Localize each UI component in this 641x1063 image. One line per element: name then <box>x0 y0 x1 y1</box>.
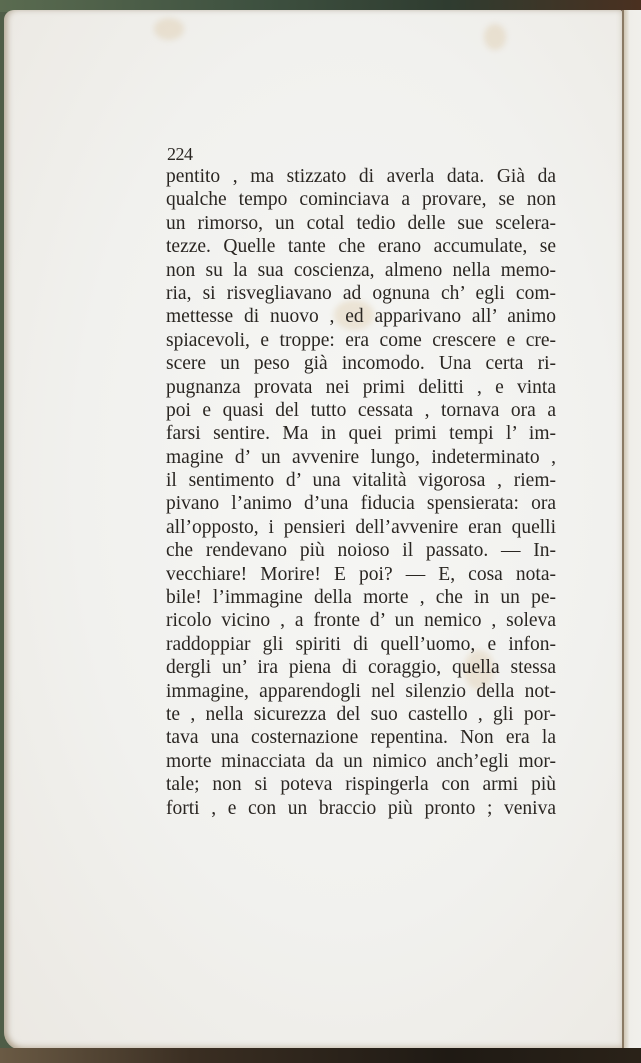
text-line: pentito , ma stizzato di averla data. Già da <box>166 166 556 187</box>
text-line: ria, si risvegliavano ad ognuna ch’ egli com- <box>166 282 556 304</box>
text-line: che rendevano più noioso il passato. — In- <box>166 540 556 562</box>
text-line: il sentimento d’ una vitalità vigorosa , riem- <box>166 470 556 492</box>
text-line: magine d’ un avvenire lungo, indeterminato , <box>166 446 556 468</box>
text-line: mettesse di nuovo , ed apparivano all’ animo <box>166 306 556 328</box>
text-line: tava una costernazione repentina. Non era la <box>166 727 556 749</box>
text-line: scere un peso già incomodo. Una certa ri- <box>166 353 556 375</box>
page-number: 224 <box>167 144 193 164</box>
text-line: pivano l’animo d’una fiducia spensierata: ora <box>166 493 556 515</box>
page-text <box>166 143 556 820</box>
text-line: un rimorso, un cotal tedio delle sue scelera- <box>166 212 556 234</box>
text-line: non su la sua coscienza, almeno nella memo- <box>166 259 556 281</box>
text-line: poi e quasi del tutto cessata , tornava ora a <box>166 399 556 421</box>
next-page-edge <box>622 10 641 1050</box>
text-line: tezze. Quelle tante che erano accumulate, se <box>166 236 556 258</box>
text-line: tale; non si poteva rispingerla con armi più <box>166 774 556 796</box>
text-line: dergli un’ ira piena di coraggio, quella stessa <box>166 657 556 679</box>
foxing-stain <box>154 18 184 40</box>
text-line: raddoppiar gli spiriti di quell’uomo, e infon- <box>166 633 556 655</box>
binding-bottom-edge <box>0 1048 641 1063</box>
text-line: pugnanza provata nei primi delitti , e vinta <box>166 376 556 398</box>
text-line: ricolo vicino , a fronte d’ un nemico , soleva <box>166 610 556 632</box>
text-line: vecchiare! Morire! E poi? — E, cosa nota- <box>166 563 556 585</box>
foxing-stain <box>484 24 506 50</box>
text-line: immagine, apparendogli nel silenzio della not- <box>166 680 556 702</box>
text-line: morte minacciata da un nimico anch’egli mor- <box>166 750 556 772</box>
text-line: farsi sentire. Ma in quei primi tempi l’ im- <box>166 423 556 445</box>
text-line: all’opposto, i pensieri dell’avvenire eran quelli <box>166 516 556 538</box>
text-line: spiacevoli, e troppe: era come crescere e cre- <box>166 329 556 351</box>
text-line: forti , e con un braccio più pronto ; veniva <box>166 797 556 819</box>
text-line: te , nella sicurezza del suo castello , gli por- <box>166 703 556 725</box>
text-line: qualche tempo cominciava a provare, se non <box>166 189 556 211</box>
text-line: bile! l’immagine della morte , che in un pe- <box>166 587 556 609</box>
